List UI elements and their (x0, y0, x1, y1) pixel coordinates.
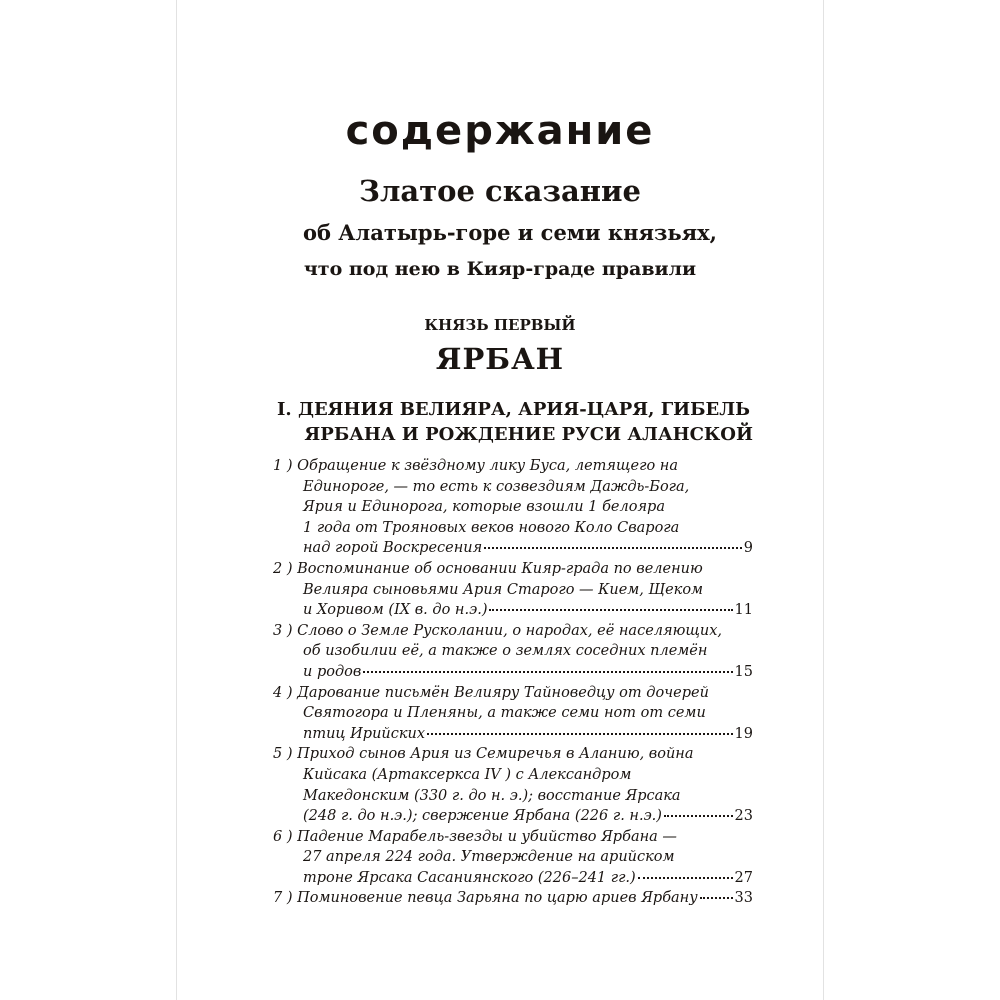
contents-title: содержание (345, 108, 655, 154)
toc-entry-last-line (273, 888, 753, 909)
toc-entry (273, 744, 753, 826)
chapter-heading (277, 397, 757, 447)
toc-entry-line: 1 ) Обращение к звёздному лику Буса, летящего на (273, 458, 678, 474)
dot-leader (427, 733, 732, 735)
toc-entry-text: птиц Ирийских (303, 725, 426, 742)
dot-leader (484, 547, 742, 549)
toc-entry-line: 5 ) Приход сынов Ария из Семиречья в Аланию, война (273, 746, 694, 763)
toc-entry-line: 27 апреля 224 года. Утверждение на арийском (303, 849, 675, 866)
toc-entry (273, 456, 753, 559)
tale-subtitle-line-2: что под нею в Кияр-граде правили (303, 258, 697, 280)
toc-entry (273, 559, 753, 621)
prince-name: ЯРБАН (435, 342, 565, 376)
dot-leader (664, 815, 733, 817)
toc-entry-last-line (273, 868, 753, 889)
toc-entry-line: 6 ) Падение Марабель-звезды и убийство Ярбана — (273, 828, 677, 845)
page-number: 27 (734, 869, 753, 886)
toc-entry (273, 621, 753, 683)
prince-label: КНЯЗЬ ПЕРВЫЙ (424, 316, 576, 334)
toc-entry-line: 3 ) Слово о Земле Русколании, о народах, её населяющих, (273, 622, 723, 639)
toc-entry-line: об изобилии её, а также о землях соседних племён (303, 643, 708, 660)
page-number: 19 (734, 725, 753, 742)
tale-subtitle-line-1: об Алатырь-горе и семи князьях, (302, 220, 717, 245)
toc-entry (273, 888, 753, 909)
page-number: 23 (734, 808, 753, 825)
toc-entry (273, 683, 753, 745)
page-number: 9 (743, 540, 753, 557)
toc-entry-line: 2 ) Воспоминание об основании Кияр-града по велению (273, 560, 703, 577)
toc-entry-text: (248 г. до н.э.); свержение Ярбана (226 г. н.э.) (303, 808, 662, 825)
toc-entry-text: над горой Воскресения (303, 540, 483, 557)
toc-entry-last-line (273, 806, 753, 827)
toc-entry-last-line (273, 538, 753, 559)
toc-entry-last-line (273, 724, 753, 745)
toc-entry-text: троне Ярсака Сасаниянского (226–241 гг.) (303, 869, 636, 886)
toc-entry-text: и родов (303, 663, 362, 680)
toc-entry (273, 827, 753, 889)
page-number: 33 (734, 890, 753, 907)
page-number: 15 (734, 663, 753, 680)
toc-entry-line: Единороге, — то есть к созвездиям Даждь-Бога, (303, 478, 690, 495)
toc-list (273, 456, 753, 909)
toc-entry-text: и Хоривом (IX в. до н.э.) (303, 602, 488, 619)
toc-entry-text: 7 ) Поминовение певца Зарьяна по царю ариев Ярбану (273, 890, 698, 907)
toc-entry-line: 4 ) Дарование письмён Велияру Тайноведцу от дочерей (273, 684, 709, 701)
toc-entry-line: Велияра сыновьями Ария Старого — Кием, Щеком (303, 581, 704, 598)
chapter-heading-line-1: I. ДЕЯНИЯ ВЕЛИЯРА, АРИЯ-ЦАРЯ, ГИБЕЛЬ (277, 399, 751, 420)
page-number: 11 (734, 602, 753, 619)
toc-entry-line: Македонским (330 г. до н. э.); восстание Ярсака (303, 787, 681, 804)
toc-entry-line: Святогора и Пленяны, а также семи нот от семи (303, 705, 706, 722)
toc-entry-line: Ярия и Единорога, которые взошли 1 белояра (303, 499, 665, 516)
toc-entry-line: Кийсака (Артаксеркса IV ) с Александром (303, 766, 632, 783)
toc-entry-line: 1 года от Трояновых веков нового Коло Сварога (303, 519, 680, 536)
book-page (176, 0, 824, 1000)
tale-title: Златое сказание (359, 174, 641, 208)
dot-leader (489, 609, 732, 611)
toc-entry-last-line (273, 662, 753, 683)
dot-leader (638, 877, 733, 879)
toc-entry-last-line (273, 600, 753, 621)
dot-leader (700, 897, 733, 899)
dot-leader (363, 671, 732, 673)
chapter-heading-line-2: ЯРБАНА И РОЖДЕНИЕ РУСИ АЛАНСКОЙ (304, 424, 753, 445)
